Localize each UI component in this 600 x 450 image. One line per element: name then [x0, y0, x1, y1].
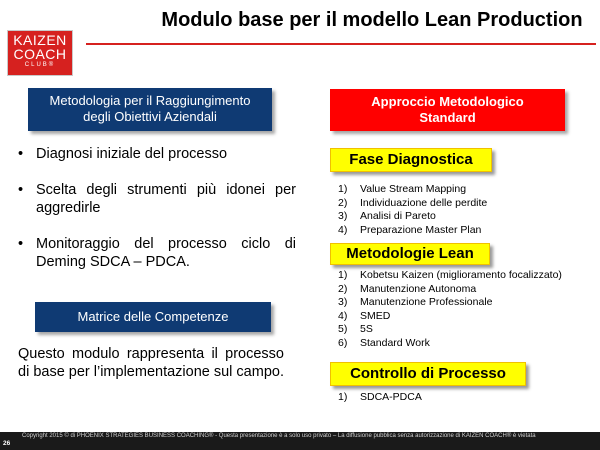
list-item: 5) 5S: [338, 323, 373, 335]
kaizen-coach-logo: [7, 30, 73, 76]
lean-methodologies-list: [338, 269, 562, 350]
list-item: 2) Individuazione delle perdite: [338, 196, 488, 209]
copyright-notice: Copyright 2015 © di PHOENIX STRATEGIES BUSINESS COACHING® - Questa presentazione è a solo uso privato – La diffusione pubblica senza autorizzazione di KAIZEN COACH® è vietata: [22, 433, 536, 439]
list-item: 3) Manutenzione Professionale: [338, 296, 493, 308]
diagnostic-phase-label: Fase Diagnostica: [330, 148, 492, 172]
diagnostic-phase-list: [338, 183, 487, 237]
methodology-box-line-2: degli Obiettivi Aziendali: [83, 109, 217, 124]
logo-line-1: KAIZEN: [13, 32, 67, 48]
logo-line-2: COACH: [13, 46, 67, 62]
list-item: 3) Analisi di Pareto: [338, 210, 436, 222]
methodology-box-line-1: Metodologia per il Raggiungimento: [49, 93, 251, 108]
list-item: 1) SDCA-PDCA: [338, 391, 422, 403]
list-item: 4) Preparazione Master Plan: [338, 223, 482, 236]
process-control-label: Controllo di Processo: [330, 362, 526, 386]
list-item: 2) Manutenzione Autonoma: [338, 282, 477, 295]
list-item: 6) Standard Work: [338, 336, 430, 349]
bullet-item: • Scelta degli strumenti più idonei per aggredirle: [16, 181, 296, 217]
lean-methodologies-label: Metodologie Lean: [330, 243, 490, 265]
page-number: 26: [3, 440, 11, 447]
title-underline: [86, 43, 596, 45]
slide-title: Modulo base per il modello Lean Production: [161, 9, 583, 31]
bullet-item: • Monitoraggio del processo ciclo di Deming SDCA – PDCA.: [16, 235, 296, 271]
module-description: Questo modulo rappresenta il processo di base per l’implementazione sul campo.: [18, 346, 284, 380]
process-control-list: [338, 391, 422, 405]
list-item: 1) Value Stream Mapping: [338, 183, 467, 195]
standard-approach-line-1: Approccio Metodologico: [371, 94, 524, 109]
methodology-box: [28, 88, 272, 131]
logo-line-3: CLUB®: [24, 62, 56, 68]
competence-matrix-box: Matrice delle Competenze: [35, 302, 271, 332]
list-item: 4) SMED: [338, 309, 391, 322]
bullet-item: • Diagnosi iniziale del processo: [16, 145, 296, 163]
objectives-bullet-list: [16, 145, 296, 289]
list-item: 1) Kobetsu Kaizen (miglioramento focalizzato): [338, 269, 562, 281]
standard-approach-header: [330, 89, 565, 131]
standard-approach-line-2: Standard: [419, 110, 476, 125]
